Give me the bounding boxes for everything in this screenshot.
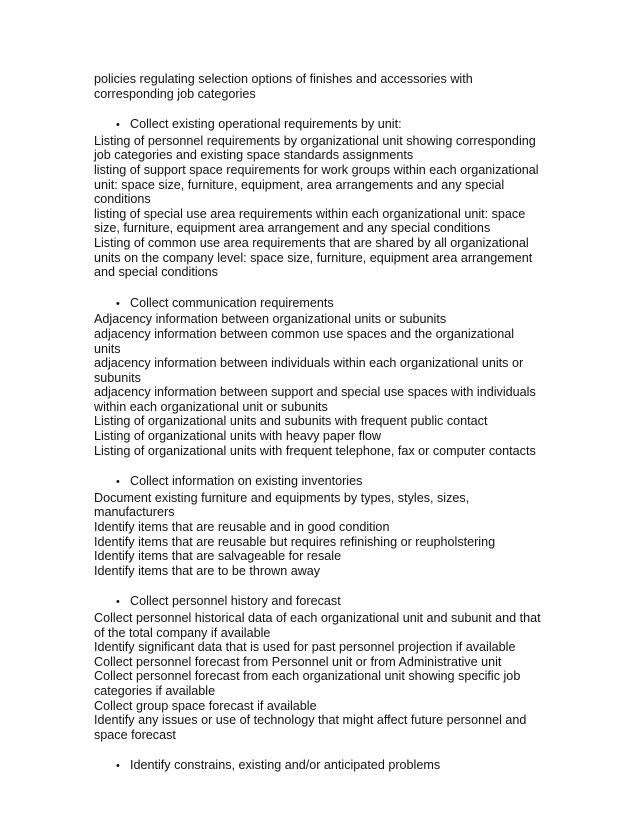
list-item: Listing of common use area requirements that are shared by all organizational units on the company level: space size, furniture, equipment area arrangement and special conditions	[94, 235, 533, 280]
bullet-heading-text: Collect communication requirements	[130, 295, 334, 310]
section	[94, 296, 544, 459]
list-item: listing of support space requirements for work groups within each organizational unit: space size, furniture, equipment, area arrangements and any special conditions	[94, 162, 539, 207]
list-item: adjacency information between individuals within each organizational units or subunits	[94, 356, 524, 385]
bullet-heading-text: Collect information on existing inventories	[130, 474, 363, 489]
list-item: Listing of organizational units with heavy paper flow	[94, 429, 382, 444]
list-item: adjacency information between support and special use spaces with individuals within each organizational unit or subunits	[94, 385, 536, 414]
list-item: listing of special use area requirements within each organizational unit: space size, furniture, equipment area arrangement and any special conditions	[94, 206, 526, 236]
section	[94, 474, 544, 578]
document-page	[94, 72, 544, 775]
list-item: Identify items that are reusable and in good condition	[94, 520, 390, 535]
bullet-icon: •	[116, 297, 120, 310]
section	[94, 594, 544, 742]
list-item: Adjacency information between organizational units or subunits	[94, 312, 447, 327]
list-item: Listing of organizational units and subunits with frequent public contact	[94, 414, 488, 429]
bullet-icon: •	[116, 760, 120, 773]
bullet-heading	[94, 758, 544, 774]
list-item: Identify significant data that is used for past personnel projection if available	[94, 640, 516, 655]
bullet-heading-text: Collect existing operational requirements by unit:	[130, 117, 402, 132]
sections-container	[94, 117, 544, 774]
list-item: Identify items that are to be thrown away	[94, 563, 321, 578]
list-item: Collect personnel forecast from each organizational unit showing specific job categories if available	[94, 669, 521, 698]
list-item: Collect group space forecast if available	[94, 698, 317, 713]
bullet-heading-text: Identify constrains, existing and/or anticipated problems	[130, 758, 441, 773]
bullet-icon: •	[116, 119, 120, 132]
list-item: Listing of personnel requirements by organizational unit showing corresponding job categories and existing space standards assignments	[94, 133, 536, 163]
bullet-heading-text: Collect personnel history and forecast	[130, 594, 341, 609]
bullet-heading	[94, 117, 544, 133]
section	[94, 117, 544, 280]
list-item: Listing of organizational units with frequent telephone, fax or computer contacts	[94, 443, 536, 458]
bullet-heading	[94, 474, 544, 490]
list-item: Identify items that are reusable but requires refinishing or reupholstering	[94, 534, 496, 549]
section	[94, 758, 544, 774]
list-item: Document existing furniture and equipments by types, styles, sizes, manufacturers	[94, 490, 470, 520]
intro-paragraph: policies regulating selection options of finishes and accessories with corresponding job categories	[94, 72, 473, 101]
list-item: Collect personnel historical data of each organizational unit and subunit and that of the total company if available	[94, 611, 541, 640]
bullet-heading	[94, 594, 544, 610]
list-item: adjacency information between common use spaces and the organizational units	[94, 326, 515, 356]
bullet-icon: •	[116, 596, 120, 609]
list-item: Identify items that are salvageable for resale	[94, 549, 342, 564]
bullet-heading	[94, 296, 544, 312]
list-item: Identify any issues or use of technology that might affect future personnel and space forecast	[94, 713, 527, 742]
bullet-icon: •	[116, 476, 120, 489]
list-item: Collect personnel forecast from Personnel unit or from Administrative unit	[94, 654, 502, 669]
